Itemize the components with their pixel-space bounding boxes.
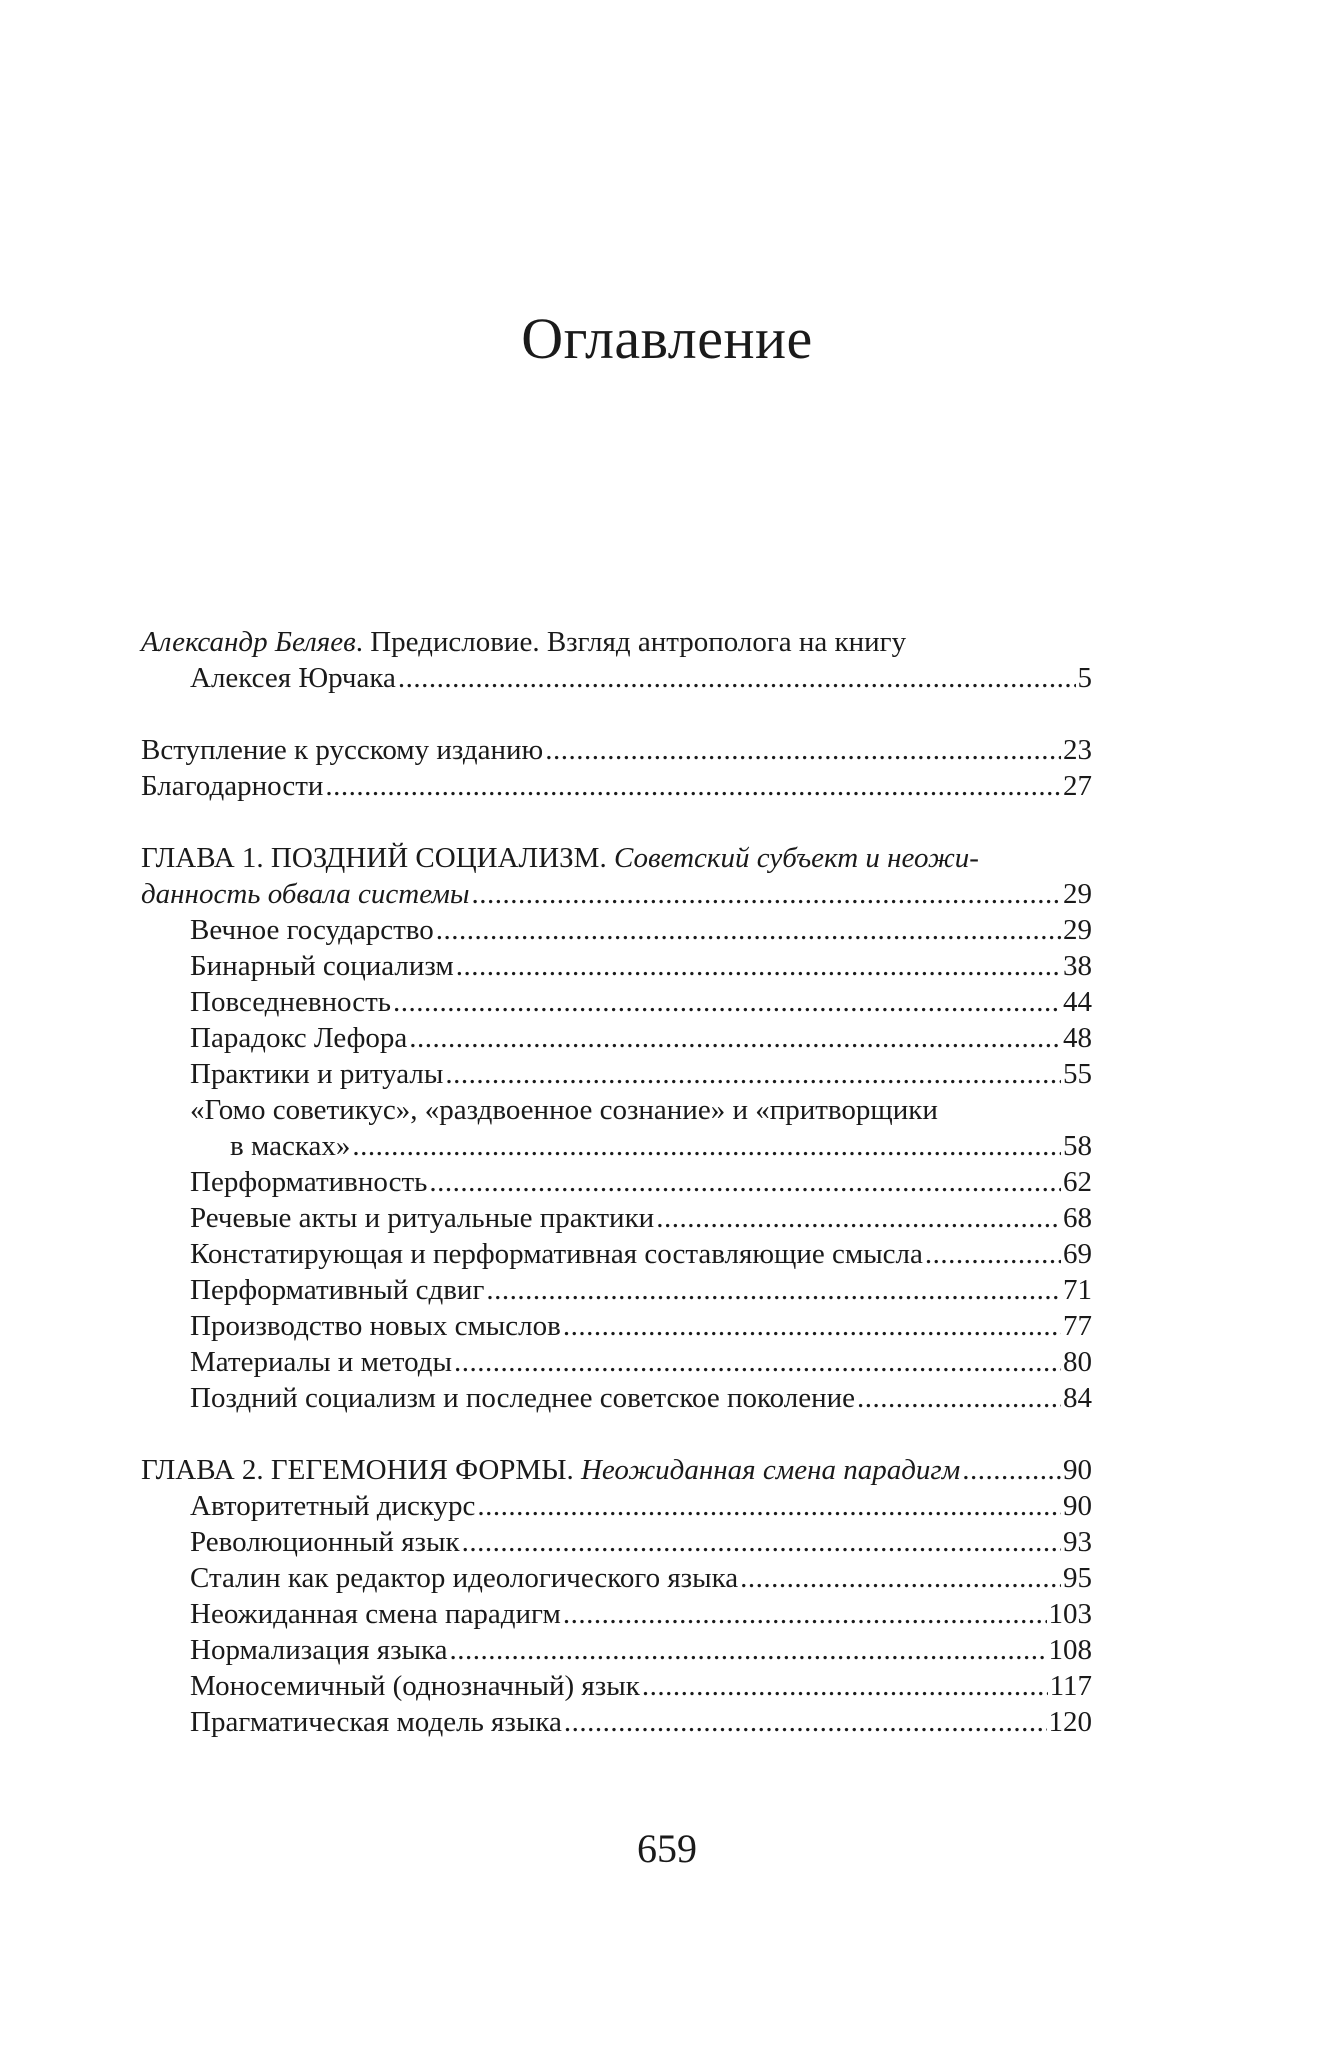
page-ref: 77 [1063,1310,1092,1342]
page-ref: 120 [1048,1706,1092,1738]
chapter-subtitle: Неожиданная смена парадигм [580,1454,961,1486]
leader-dots [564,1704,1047,1740]
entry-title: Речевые акты и ритуальные практики [190,1202,655,1234]
page-ref: 108 [1048,1634,1092,1666]
entry-title: Парадокс Лефора [190,1022,408,1054]
leader-dots [456,948,1061,984]
toc-section [190,1560,1092,1596]
toc-section [190,1596,1092,1632]
leader-dots [656,1200,1061,1236]
page-ref: 71 [1063,1274,1092,1306]
entry-title: Практики и ритуалы [190,1058,444,1090]
entry-title: Перформативность [190,1166,428,1198]
entry-title: Авторитетный дискурс [190,1490,476,1522]
leader-dots [429,1164,1061,1200]
page-ref: 117 [1049,1670,1092,1702]
entry-title: Неожиданная смена парадигм [190,1598,561,1630]
entry-title-cont: в масках» [230,1130,351,1162]
toc-section [190,1488,1092,1524]
entry-title: Перформативный сдвиг [190,1274,485,1306]
toc-section [190,1632,1092,1668]
toc-section [190,1704,1092,1740]
chapter-subtitle-cont: данность обвала системы [141,878,470,910]
toc-section [190,1272,1092,1308]
toc-section [190,1308,1092,1344]
chapter-heading: ГЛАВА 1. ПОЗДНИЙ СОЦИАЛИЗМ. [141,842,607,874]
leader-dots [472,876,1061,912]
toc-section [190,1200,1092,1236]
page-ref: 27 [1063,770,1092,802]
entry-title: «Гомо советикус», «раздвоенное сознание» и «притворщики [190,1094,938,1126]
toc-section [190,912,1092,948]
entry-title: Вступление к русскому изданию [141,734,544,766]
toc-section [190,948,1092,984]
leader-dots [409,1020,1061,1056]
toc-chapter-1 [141,840,1092,876]
page-ref: 5 [1077,662,1092,694]
leader-dots [962,1452,1061,1488]
toc-section [190,1164,1092,1200]
toc-section [190,1092,1092,1128]
leader-dots [445,1056,1061,1092]
leader-dots [436,912,1061,948]
entry-title: Материалы и методы [190,1346,452,1378]
leader-dots [454,1344,1061,1380]
page-title: Оглавление [521,306,813,371]
toc-section [190,984,1092,1020]
toc-section [190,1344,1092,1380]
entry-title: Поздний социализм и последнее советское поколение [190,1382,855,1414]
leader-dots [563,1596,1047,1632]
page-ref: 29 [1063,878,1092,910]
foreword-title: . Предисловие. Взгляд антрополога на книгу [355,626,907,658]
leader-dots [486,1272,1061,1308]
toc-chapter-2 [141,1452,1092,1488]
leader-dots [925,1236,1061,1272]
entry-title: Бинарный социализм [190,950,454,982]
toc-chapter-1-cont [141,876,1092,912]
entry-title: Благодарности [141,770,324,802]
leader-dots [857,1380,1061,1416]
entry-title: Повседневность [190,986,392,1018]
page-ref: 48 [1063,1022,1092,1054]
page-ref: 103 [1048,1598,1092,1630]
page-ref: 93 [1063,1526,1092,1558]
page-ref: 68 [1063,1202,1092,1234]
leader-dots [462,1524,1061,1560]
toc-section [190,1524,1092,1560]
page-ref: 90 [1063,1490,1092,1522]
entry-title: Вечное государство [190,914,434,946]
leader-dots [398,660,1076,696]
toc-section [190,1380,1092,1416]
leader-dots [477,1488,1061,1524]
leader-dots [393,984,1061,1020]
page-ref: 80 [1063,1346,1092,1378]
page-ref: 69 [1063,1238,1092,1270]
page-ref: 23 [1063,734,1092,766]
toc-section [190,1020,1092,1056]
foreword-author: Александр Беляев [141,626,356,658]
page-ref: 84 [1063,1382,1092,1414]
page-ref: 55 [1063,1058,1092,1090]
entry-title: Моносемичный (однозначный) язык [190,1670,640,1702]
entry-title: Производство новых смыслов [190,1310,561,1342]
entry-title: Констатирующая и перформативная составляющие смысла [190,1238,923,1270]
toc-section-cont [230,1128,1092,1164]
page-ref: 95 [1063,1562,1092,1594]
chapter-heading: ГЛАВА 2. ГЕГЕМОНИЯ ФОРМЫ. Неожиданная смена парадигм [141,1454,961,1486]
page-ref: 44 [1063,986,1092,1018]
foreword-title-cont: Алексея Юрчака [190,662,396,694]
page-ref: 58 [1063,1130,1092,1162]
leader-dots [740,1560,1061,1596]
toc-entry-foreword [141,624,1092,660]
page-ref: 29 [1063,914,1092,946]
leader-dots [352,1128,1061,1164]
page-number: 659 [637,1826,697,1871]
entry-title: Нормализация языка [190,1634,448,1666]
toc-section [190,1236,1092,1272]
toc-section [190,1056,1092,1092]
leader-dots [642,1668,1048,1704]
page-ref: 90 [1063,1454,1092,1486]
entry-title: Прагматическая модель языка [190,1706,562,1738]
leader-dots [450,1632,1047,1668]
toc-entry-intro [141,732,1092,768]
leader-dots [563,1308,1061,1344]
toc-entry-foreword-cont [190,660,1092,696]
table-of-contents [141,0,1092,2048]
chapter-subtitle: Советский субъект и неожи- [613,842,979,874]
toc-section [190,1668,1092,1704]
leader-dots [545,732,1061,768]
leader-dots [325,768,1061,804]
entry-title: Революционный язык [190,1526,460,1558]
entry-title: Сталин как редактор идеологического языка [190,1562,739,1594]
toc-entry-thanks [141,768,1092,804]
page-ref: 62 [1063,1166,1092,1198]
page-ref: 38 [1063,950,1092,982]
